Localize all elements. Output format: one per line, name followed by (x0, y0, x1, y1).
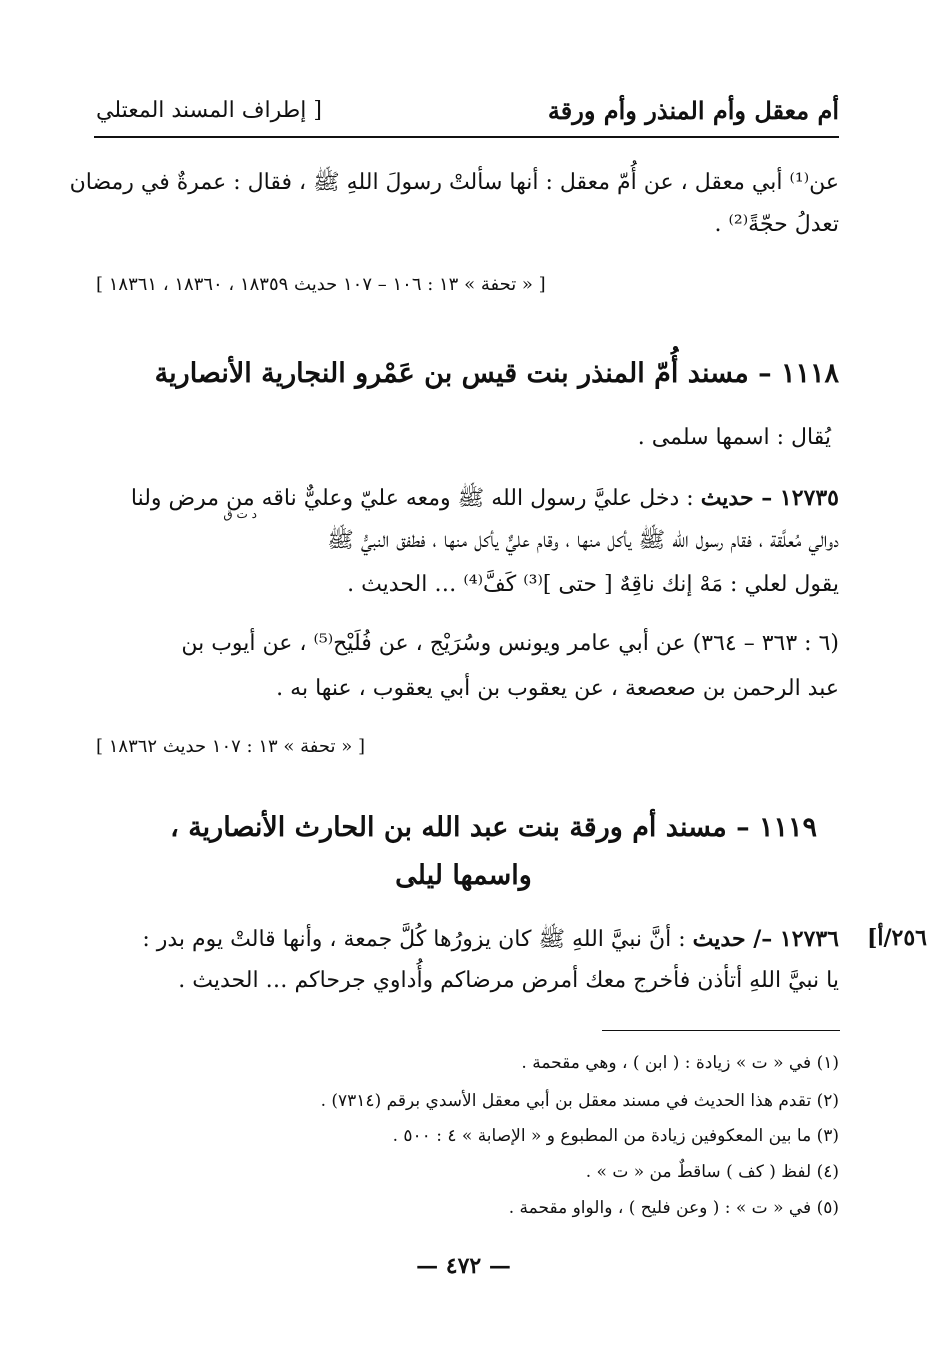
tuhfa-reference-1: [ « تحفة » ١٣ : ١٠٦ – ١٠٧ حديث ١٨٣٥٩ ، ١٨٣٦٠ ، ١٨٣٦١ ] (96, 274, 546, 295)
footnote-2: (٢) تقدم هذا الحديث في مسند معقل بن أبي معقل الأسدي برقم (٧٣١٤) . (320, 1091, 839, 1111)
header-rule (94, 136, 839, 138)
footnote-4: (٤) لفظ ( كف ) ساقطٌ من « ت » . (585, 1162, 839, 1182)
footnote-5: (٥) في « ت » : ( وعن فليح ) ، والواو مقحمة . (508, 1198, 839, 1218)
section-heading-1119: ١١١٩ – مسند أم ورقة بنت عبد الله بن الحارث الأنصارية ، (170, 812, 817, 843)
hadith-12735-text: : دخل عليَّ رسول الله ﷺ ومعه عليّ وعليٌّ ناقه من مرض ولنا (130, 486, 701, 511)
footnote-3: (٣) ما بين المعكوفين زيادة من المطبوع و « الإصابة » ٤ : ٥٠٠ . (392, 1126, 839, 1146)
section-heading-1118: ١١١٨ – مسند أُمّ المنذر بنت قيس بن عَمْرو النجارية الأنصارية (154, 358, 839, 389)
body-line-1: عن⁽¹⁾ أبي معقل ، عن أُمّ معقل : أنها سألتْ رسولَ اللهِ ﷺ ، فقال : عمرةٌ في رمضان (69, 170, 839, 195)
page-number: — ٤٧٢ — (416, 1253, 511, 1279)
tuhfa-reference-2: [ « تحفة » ١٣ : ١٠٧ حديث ١٨٣٦٢ ] (96, 736, 365, 757)
isnad-line-1: (٦ : ٣٦٣ – ٣٦٤) عن أبي عامر ويونس وسُرَيْج ، عن فُلَيْح⁽⁵⁾ ، عن أيوب بن (181, 631, 839, 656)
running-header-book: [ إطراف المسند المعتلي (96, 98, 322, 123)
footnote-rule (602, 1030, 840, 1031)
body-line-3: يُقال : اسمها سلمى . (637, 425, 831, 450)
hadith-number-12736: ١٢٧٣٦ –/ حديث (692, 926, 839, 952)
hadith-sources-marker: د ت ق (223, 507, 257, 521)
footnote-1: (١) في « ت » زيادة : ( ابن ) ، وهي مقحمة . (521, 1053, 839, 1073)
body-line-2: تعدلُ حجّةً⁽²⁾ . (714, 212, 839, 237)
hadith-12736-line-2: يا نبيَّ اللهِ أتأذن فأخرج معك أمرض مرضاكم وأُداوي جرحاكم … الحديث . (178, 968, 839, 993)
isnad-line-2: عبد الرحمن بن صعصعة ، عن يعقوب بن أبي يعقوب ، عنها به . (276, 676, 839, 701)
hadith-12736-line-1 (142, 925, 839, 957)
hadith-12735-line-2: دوالي مُعلَّقة ، فقام رسول الله ﷺ يأكل منها ، وقام عليٌّ يأكل منها ، فطفق النبيُّ ﷺ (327, 528, 839, 553)
hadith-12735-line-3: يقول لعلي : مَهْ إنك ناقِهٌ [ حتى ]⁽³⁾ كَفَّ⁽⁴⁾ … الحديث . (347, 572, 839, 597)
running-header-title: أم معقل وأم المنذر وأم ورقة (547, 96, 839, 125)
manuscript-folio-marker: ٢٥٦/أ] (866, 925, 927, 951)
section-heading-1119-subtitle: واسمها ليلى (395, 860, 532, 891)
hadith-12736-text: : أنَّ نبيَّ اللهِ ﷺ كان يزورُها كُلَّ جمعة ، وأنها قالتْ يوم بدر : (142, 927, 693, 952)
hadith-number-12735: ١٢٧٣٥ – حديث (700, 485, 839, 511)
